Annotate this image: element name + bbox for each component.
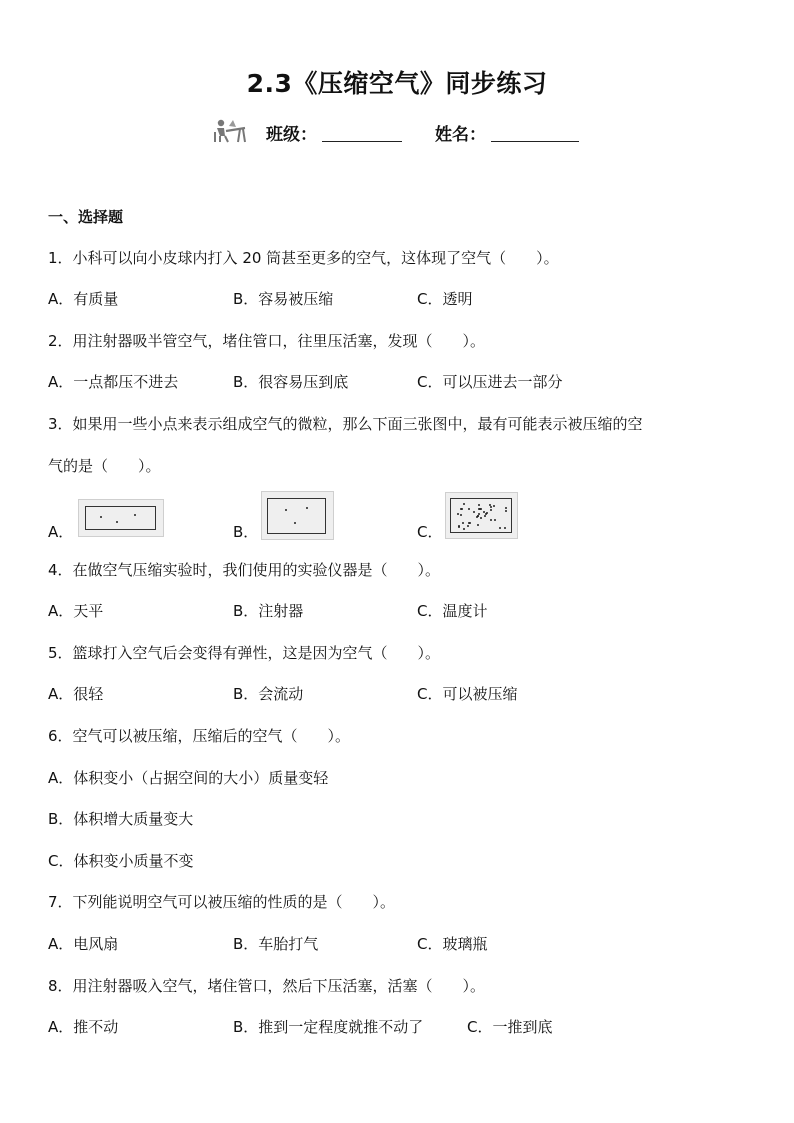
particle-dot <box>463 503 465 505</box>
particle-dot <box>457 513 459 515</box>
particle-dot <box>493 505 495 507</box>
question-1-stem: 1．小科可以向小皮球内打入 20 筒甚至更多的空气，这体现了空气（ ）。 <box>48 249 559 267</box>
q8-option-a[interactable]: A．推不动 <box>48 1018 119 1036</box>
q2-option-c[interactable]: C．可以压进去一部分 <box>417 373 563 391</box>
particle-dot <box>504 527 506 529</box>
q7-option-b[interactable]: B．车胎打气 <box>233 935 319 953</box>
q6-option-a[interactable]: A．体积变小（占据空间的大小）质量变轻 <box>48 769 329 787</box>
class-blank[interactable] <box>322 141 402 142</box>
name-blank[interactable] <box>491 141 579 142</box>
q6-option-c[interactable]: C．体积变小质量不变 <box>48 852 194 870</box>
q5-option-b[interactable]: B．会流动 <box>233 685 304 703</box>
particle-dot <box>480 517 482 519</box>
q3-option-c[interactable]: C． <box>417 523 443 541</box>
student-info-row <box>0 118 794 148</box>
particle-dot <box>468 508 470 510</box>
particle-dot <box>463 528 465 530</box>
question-6-stem: 6．空气可以被压缩，压缩后的空气（ ）。 <box>48 727 351 745</box>
particle-dot <box>499 527 501 529</box>
particle-dot <box>490 506 492 508</box>
particle-dot <box>484 515 486 517</box>
particle-dot <box>490 519 492 521</box>
particle-dot <box>490 509 492 511</box>
particle-dot <box>477 515 479 517</box>
particle-dot <box>494 519 496 521</box>
particle-dot <box>460 514 462 516</box>
q6-option-b[interactable]: B．体积增大质量变大 <box>48 810 194 828</box>
q7-option-c[interactable]: C．玻璃瓶 <box>417 935 488 953</box>
q4-option-a[interactable]: A．天平 <box>48 602 104 620</box>
q8-option-c[interactable]: C．一推到底 <box>467 1018 553 1036</box>
question-4-stem: 4．在做空气压缩实验时，我们使用的实验仪器是（ ）。 <box>48 561 441 579</box>
q3-figure-b-sparse-dots[interactable] <box>261 491 334 540</box>
q5-option-c[interactable]: C．可以被压缩 <box>417 685 518 703</box>
q7-option-a[interactable]: A．电风扇 <box>48 935 119 953</box>
q1-option-b[interactable]: B．容易被压缩 <box>233 290 334 308</box>
particle-dot <box>477 524 479 526</box>
student-at-desk-icon <box>212 118 246 144</box>
q2-option-b[interactable]: B．很容易压到底 <box>233 373 349 391</box>
q3-option-b[interactable]: B． <box>233 523 259 541</box>
particle-dot <box>473 511 475 513</box>
particle-dot <box>462 522 464 524</box>
question-2-stem: 2．用注射器吸半管空气，堵住管口，往里压活塞，发现（ ）。 <box>48 332 486 350</box>
particle-dot <box>461 508 463 510</box>
q8-option-b[interactable]: B．推到一定程度就推不动了 <box>233 1018 424 1036</box>
q4-option-b[interactable]: B．注射器 <box>233 602 304 620</box>
q1-option-a[interactable]: A．有质量 <box>48 290 119 308</box>
q4-option-c[interactable]: C．温度计 <box>417 602 488 620</box>
q3-figure-c-dense-dots[interactable] <box>445 492 518 539</box>
q2-option-a[interactable]: A．一点都压不进去 <box>48 373 179 391</box>
particle-dot <box>505 510 507 512</box>
q5-option-a[interactable]: A．很轻 <box>48 685 104 703</box>
question-7-stem: 7．下列能说明空气可以被压缩的性质的是（ ）。 <box>48 893 396 911</box>
particle-dot <box>478 504 480 506</box>
page-title: 2.3《压缩空气》同步练习 <box>246 69 548 98</box>
q3-figure-a-sparse-dots[interactable] <box>78 499 164 537</box>
q3-option-a[interactable]: A． <box>48 523 74 541</box>
q1-option-c[interactable]: C．透明 <box>417 290 473 308</box>
question-3-stem: 3．如果用一些小点来表示组成空气的微粒，那么下面三张图中，最有可能表示被压缩的空 <box>48 415 643 433</box>
particle-dot <box>483 511 485 513</box>
particle-dot <box>505 507 507 509</box>
particle-dot <box>467 525 469 527</box>
question-8-stem: 8．用注射器吸入空气，堵住管口，然后下压活塞，活塞（ ）。 <box>48 977 486 995</box>
name-label: 姓名： <box>435 125 486 145</box>
section-title: 一、选择题 <box>48 208 124 226</box>
question-5-stem: 5．篮球打入空气后会变得有弹性，这是因为空气（ ）。 <box>48 644 441 662</box>
class-label: 班级： <box>266 125 317 145</box>
particle-dot <box>458 526 460 528</box>
question-3-stem-cont: 气的是（ ）。 <box>48 457 161 475</box>
